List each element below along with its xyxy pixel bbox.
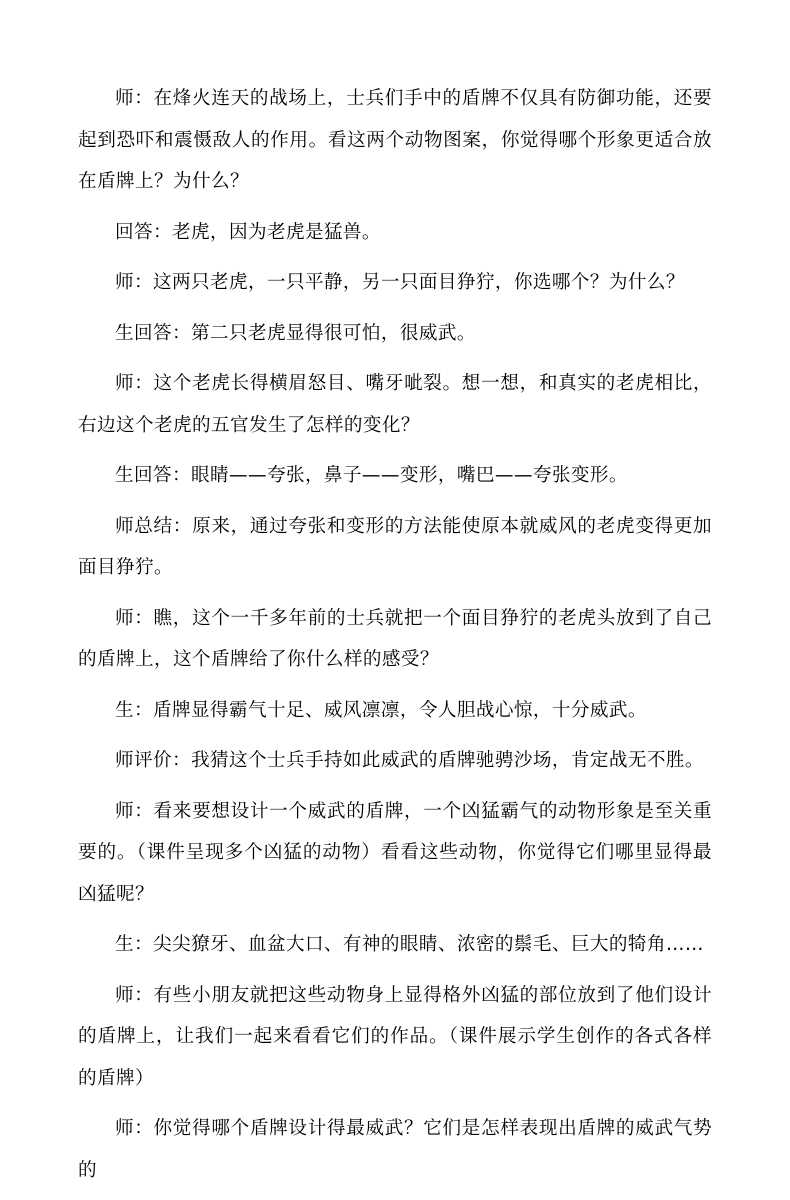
paragraph-7: 师总结：原来，通过夸张和变形的方法能使原本就威风的老虎变得更加面目狰狞。 [78,515,712,578]
paragraph-3: 师：这两只老虎，一只平静，另一只面目狰狞，你选哪个？为什么？ [115,272,685,293]
paragraph-9: 生：盾牌显得霸气十足、威风凛凛，令人胆战心惊，十分威武。 [115,699,647,721]
paragraph-4: 生回答：第二只老虎显得很可怕，很威武。 [115,322,476,344]
paragraph-10: 师评价：我猜这个士兵手持如此威武的盾牌驰骋沙场，肯定战无不胜。 [115,750,704,771]
paragraph-5: 师：这个老虎长得横眉怒目、嘴牙呲裂。想一想，和真实的老虎相比，右边这个老虎的五官发生了怎样的变化？ [78,373,712,436]
paragraph-12: 生：尖尖獠牙、血盆大口、有神的眼睛、浓密的鬃毛、巨大的犄角…… [115,934,704,955]
paragraph-1: 师：在烽火连天的战场上，士兵们手中的盾牌不仅具有防御功能，还要起到恐吓和震慑敌人的作用。看这两个动物图案，你觉得哪个形象更适合放在盾牌上？为什么？ [78,88,712,192]
paragraph-11: 师：看来要想设计一个威武的盾牌，一个凶猛霸气的动物形象是至关重要的。（课件呈现多个凶猛的动物）看看这些动物，你觉得它们哪里显得最凶猛呢？ [78,800,712,905]
paragraph-6: 生回答：眼睛——夸张，鼻子——变形，嘴巴——夸张变形。 [115,465,628,486]
paragraph-13: 师：有些小朋友就把这些动物身上显得格外凶猛的部位放到了他们设计的盾牌上，让我们一起来看看它们的作品。（课件展示学生创作的各式各样的盾牌） [78,984,712,1089]
paragraph-2: 回答：老虎，因为老虎是猛兽。 [115,221,381,243]
document-body [78,78,712,1200]
paragraph-8: 师：瞧，这个一千多年前的士兵就把一个面目狰狞的老虎头放到了自己的盾牌上，这个盾牌给了你什么样的感受？ [78,607,712,670]
paragraph-14: 师：你觉得哪个盾牌设计得最威武？它们是怎样表现出盾牌的威武气势的 [78,1118,712,1181]
